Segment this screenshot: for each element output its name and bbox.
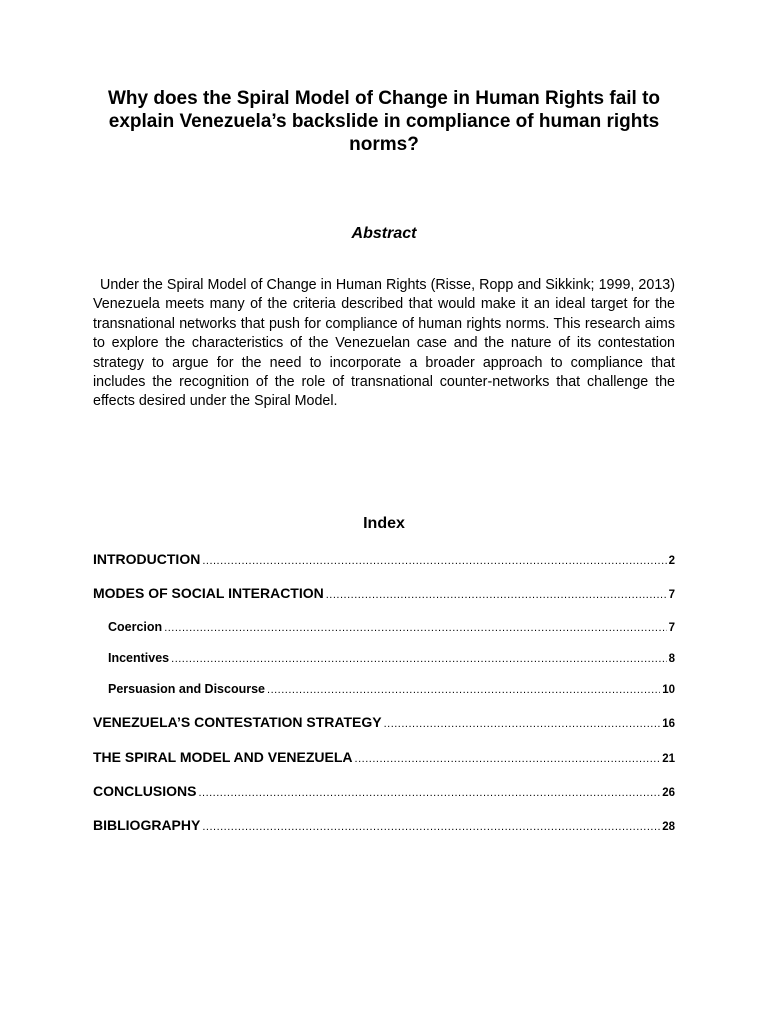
toc-entry-bibliography[interactable] [93, 817, 675, 833]
toc-entry-page: 8 [668, 653, 675, 665]
toc-entry-label: Coercion [108, 620, 163, 634]
index-heading: Index [363, 515, 405, 532]
toc-leader-dots [198, 787, 660, 799]
toc-entry-coercion[interactable] [108, 620, 675, 634]
toc-entry-page: 2 [668, 555, 675, 567]
toc-entry-label: Incentives [108, 651, 170, 665]
toc-entry-label: Persuasion and Discourse [108, 682, 266, 696]
toc-entry-page: 26 [662, 787, 675, 799]
toc-entry-label: CONCLUSIONS [93, 783, 197, 799]
toc-entry-persuasion-and-discourse[interactable] [108, 682, 675, 696]
toc-entry-page: 16 [662, 718, 675, 730]
toc-entry-conclusions[interactable] [93, 783, 675, 799]
toc-entry-page: 7 [668, 622, 675, 634]
toc-leader-dots [326, 589, 667, 601]
toc-entry-spiral-model-and-venezuela[interactable] [93, 749, 675, 765]
toc-entry-label: MODES OF SOCIAL INTERACTION [93, 585, 324, 601]
toc-leader-dots [202, 821, 660, 833]
toc-entry-modes-of-social-interaction[interactable] [93, 585, 675, 601]
toc-leader-dots [384, 718, 661, 730]
toc-entry-label: INTRODUCTION [93, 551, 201, 567]
toc-entry-label: THE SPIRAL MODEL AND VENEZUELA [93, 749, 353, 765]
document-title: Why does the Spiral Model of Change in Human Rights fail to explain Venezuela’s backslide in compliance of human rights norms? [107, 88, 661, 155]
toc-leader-dots [171, 653, 666, 665]
toc-entry-label: BIBLIOGRAPHY [93, 817, 201, 833]
toc-entry-page: 21 [662, 753, 675, 765]
toc-leader-dots [164, 622, 666, 634]
toc-leader-dots [202, 555, 666, 567]
toc-leader-dots [267, 684, 660, 696]
toc-leader-dots [355, 753, 661, 765]
toc-entry-venezuelas-contestation-strategy[interactable] [93, 714, 675, 730]
toc-entry-page: 7 [668, 589, 675, 601]
abstract-text: Under the Spiral Model of Change in Human Rights (Risse, Ropp and Sikkink; 1999, 2013) Venezuela meets many of the criteria described that would make it an ideal target for the transnational networks that push for compliance of human rights norms. This research aims to explore the characteristics of the Venezuelan case and the nature of its contestation strategy to argue for the need to incorporate a broader approach to compliance that includes the recognition of the role of transnational counter-networks that challenge the effects desired under the Spiral Model. [93, 277, 675, 410]
toc-entry-page: 28 [662, 821, 675, 833]
toc-entry-incentives[interactable] [108, 651, 675, 665]
abstract-heading: Abstract [351, 225, 417, 242]
toc-entry-introduction[interactable] [93, 551, 675, 567]
toc-entry-page: 10 [662, 684, 675, 696]
toc-entry-label: VENEZUELA’S CONTESTATION STRATEGY [93, 714, 382, 730]
